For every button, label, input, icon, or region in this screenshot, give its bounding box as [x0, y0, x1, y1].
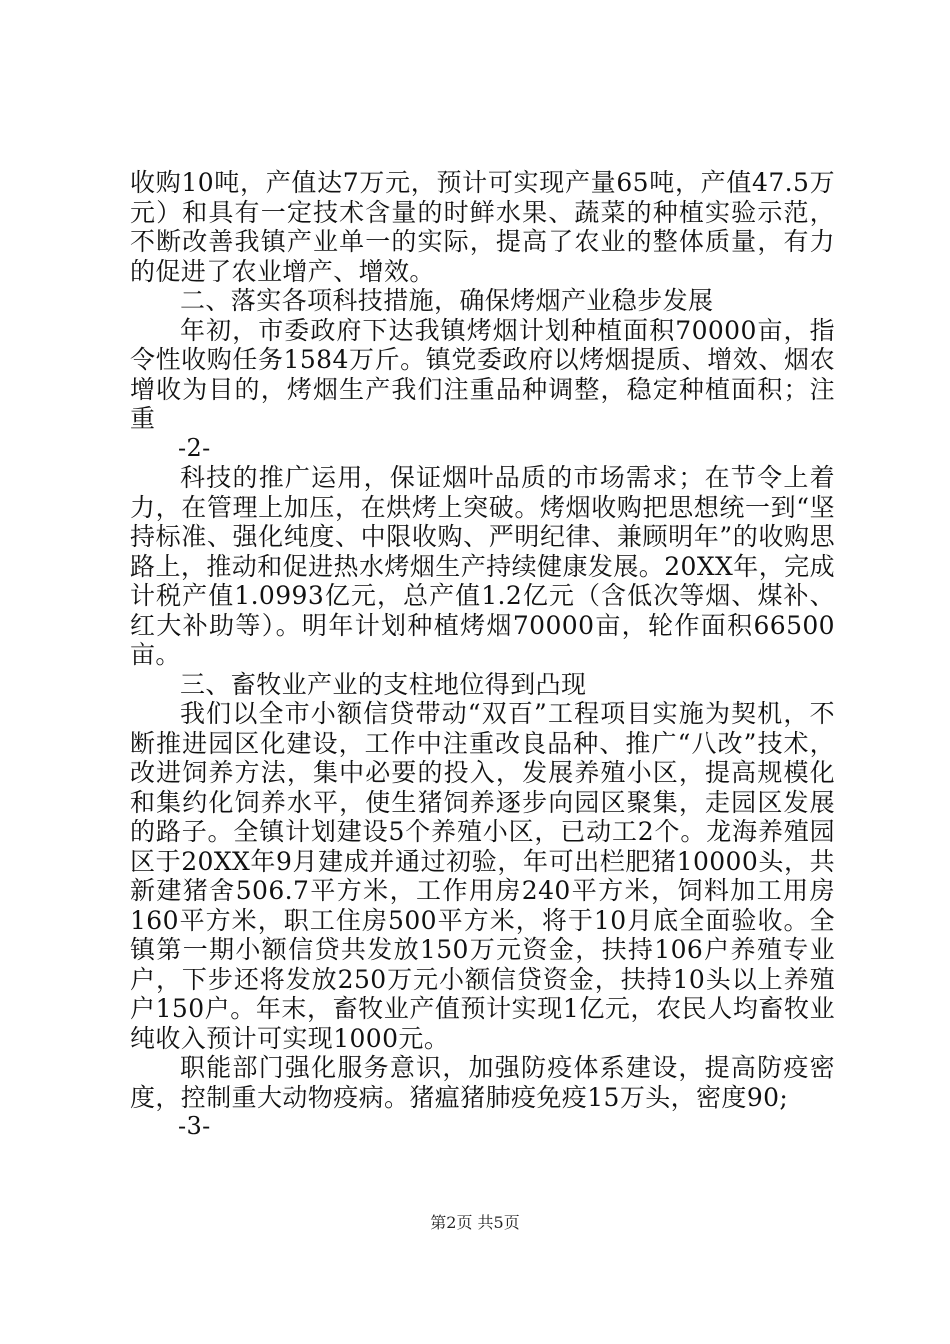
paragraph-tobacco-tech: 科技的推广运用，保证烟叶品质的市场需求；在节令上着力，在管理上加压，在烘烤上突破。烤烟收购把思想统一到“坚持标准、强化纯度、中限收购、严明纪律、兼顾明年”的收购思路上，推动和促进热水烤烟生产持续健康发展。20XX年，完成计税产值1.0993亿元，总产值1.2亿元（含低次等烟、煤补、红大补助等）。明年计划种植烤烟70000亩，轮作面积66500亩。 [130, 463, 835, 669]
paragraph-tobacco-plan: 年初，市委政府下达我镇烤烟计划种植面积70000亩，指令性收购任务1584万斤。镇党委政府以烤烟提质、增效、烟农增收为目的，烤烟生产我们注重品种调整，稳定种植面积；注重 [130, 315, 835, 433]
page-marker-2: -2- [178, 433, 211, 462]
paragraph-epidemic-prevention: 职能部门强化服务意识，加强防疫体系建设，提高防疫密度，控制重大动物疫病。猪瘟猪肺疫免疫15万头，密度90; [130, 1053, 835, 1112]
document-body [130, 168, 835, 1142]
paragraph-continuation: 收购10吨，产值达7万元，预计可实现产量65吨，产值47.5万元）和具有一定技术含量的时鲜水果、蔬菜的种植实验示范，不断改善我镇产业单一的实际，提高了农业的整体质量，有力的促进了农业增产、增效。 [130, 168, 835, 286]
page-marker-3: -3- [178, 1112, 211, 1140]
paragraph-livestock-park: 我们以全市小额信贷带动“双百”工程项目实施为契机，不断推进园区化建设，工作中注重改良品种、推广“八改”技术，改进饲养方法，集中必要的投入，发展养殖小区，提高规模化和集约化饲养水平，使生猪饲养逐步向园区聚集，走园区发展的路子。全镇计划建设5个养殖小区，已动工2个。龙海养殖园区于20XX年9月建成并通过初验，年可出栏肥猪10000头，共新建猪舍506.7平方米，工作用房240平方米，饲料加工用房160平方米，职工住房500平方米，将于10月底全面验收。全镇第一期小额信贷共发放150万元资金，扶持106户养殖专业户，下步还将发放250万元小额信贷资金，扶持10头以上养殖户150户。年末，畜牧业产值预计实现1亿元，农民人均畜牧业纯收入预计可实现1000元。 [130, 699, 835, 1053]
page-footer: 第2页 共5页 [430, 1213, 520, 1232]
section-heading-tobacco: 二、落实各项科技措施，确保烤烟产业稳步发展 [180, 286, 714, 315]
section-heading-livestock: 三、畜牧业产业的支柱地位得到凸现 [180, 669, 587, 699]
